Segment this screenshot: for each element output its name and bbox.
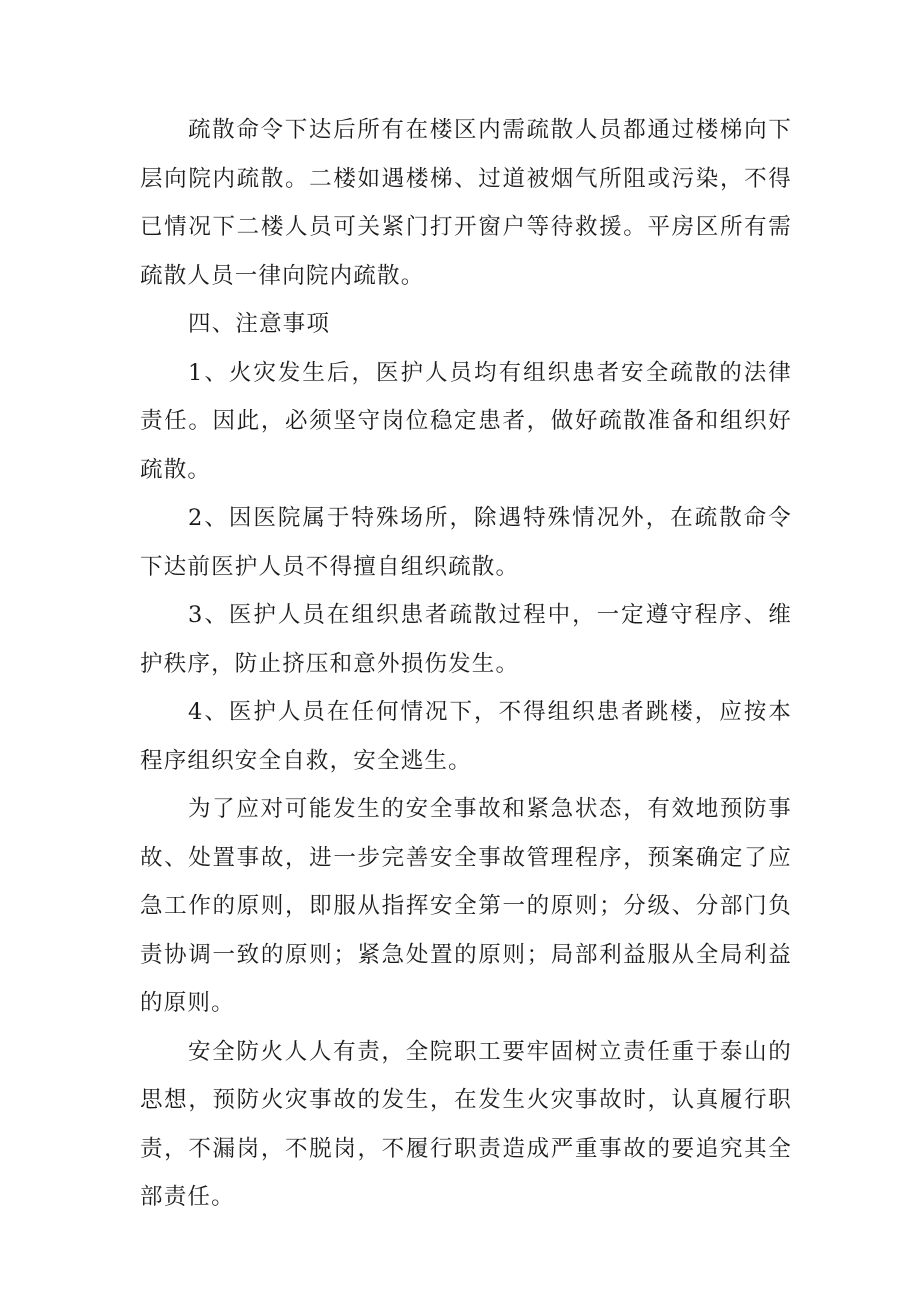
paragraph-note-1: 1、火灾发生后，医护人员均有组织患者安全疏散的法律责任。因此，必须坚守岗位稳定患者，做好疏散准备和组织好疏散。 [140,359,792,483]
paragraph-principles: 为了应对可能发生的安全事故和紧急状态，有效地预防事故、处置事故，进一步完善安全事故管理程序，预案确定了应急工作的原则，即服从指挥安全第一的原则；分级、分部门负责协调一致的原则；紧急处置的原则；局部利益服从全局利益的原则。 [140,796,792,1016]
paragraph-responsibility: 安全防火人人有责，全院职工要牢固树立责任重于泰山的思想，预防火灾事故的发生，在发生火灾事故时，认真履行职责，不漏岗，不脱岗，不履行职责造成严重事故的要追究其全部责任。 [140,1038,792,1210]
section-heading-notes: 四、注意事项 [188,311,331,337]
paragraph-note-3: 3、医护人员在组织患者疏散过程中，一定遵守程序、维护秩序，防止挤压和意外损伤发生。 [140,602,792,677]
document-body [140,106,792,1222]
paragraph-evacuation-order: 疏散命令下达后所有在楼区内需疏散人员都通过楼梯向下层向院内疏散。二楼如遇楼梯、过道被烟气所阻或污染，不得已情况下二楼人员可关紧门打开窗户等待救援。平房区所有需疏散人员一律向院内疏散。 [140,117,792,289]
paragraph-note-2: 2、因医院属于特殊场所，除遇特殊情况外，在疏散命令下达前医护人员不得擅自组织疏散。 [140,505,792,580]
paragraph-note-4: 4、医护人员在任何情况下，不得组织患者跳楼，应按本程序组织安全自救，安全逃生。 [140,699,792,774]
